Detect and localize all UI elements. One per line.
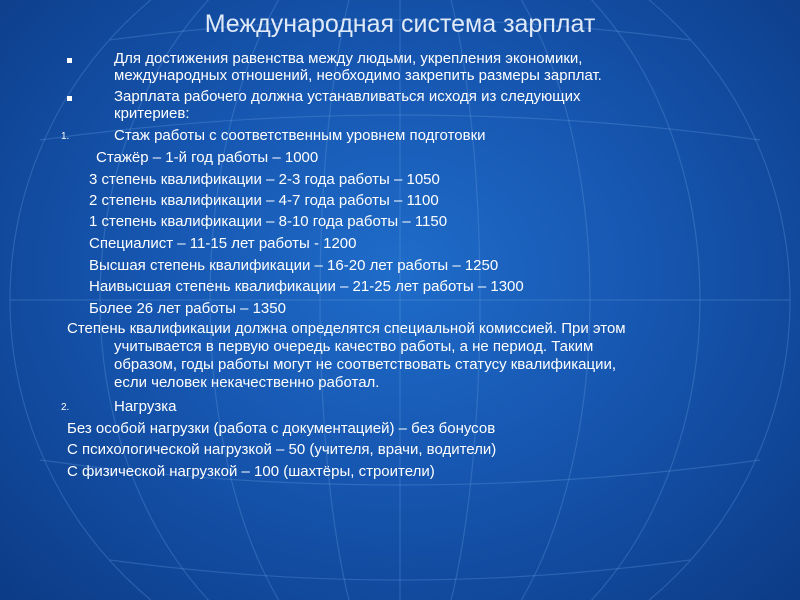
list-item: 1 степень квалификации – 8-10 года работы – 1150: [89, 213, 448, 230]
bullet-1-line-2: международных отношений, необходимо закрепить размеры зарплат.: [114, 67, 602, 84]
list-item: Более 26 лет работы – 1350: [89, 300, 286, 317]
list-item: С физической нагрузкой – 100 (шахтёры, строители): [67, 463, 435, 480]
section-2-heading: Нагрузка: [114, 398, 177, 415]
list-item: Специалист – 11-15 лет работы - 1200: [89, 235, 357, 252]
list-item: 2 степень квалификации – 4-7 года работы – 1100: [89, 192, 439, 209]
note-line-4: если человек некачественно работал.: [114, 374, 380, 391]
note-line-3: образом, годы работы могут не соответствовать статусу квалификации,: [114, 356, 617, 373]
list-item: С психологической нагрузкой – 50 (учителя, врачи, водители): [67, 441, 497, 458]
note-line-1: Степень квалификации должна определятся специальной комиссией. При этом: [67, 320, 626, 337]
bullet-1-line-1: Для достижения равенства между людьми, укрепления экономики,: [114, 50, 583, 67]
list-item: Высшая степень квалификации – 16-20 лет работы – 1250: [89, 257, 499, 274]
section-1-heading: Стаж работы с соответственным уровнем подготовки: [114, 127, 486, 144]
bullet-square-icon: [67, 96, 72, 101]
section-1-number: 1.: [61, 131, 70, 142]
section-2-number: 2.: [61, 402, 70, 413]
bullet-2-line-2: критериев:: [114, 105, 190, 122]
bullet-2-line-1: Зарплата рабочего должна устанавливаться исходя из следующих: [114, 88, 581, 105]
list-item: Наивысшая степень квалификации – 21-25 лет работы – 1300: [89, 278, 524, 295]
list-item: 3 степень квалификации – 2-3 года работы – 1050: [89, 171, 440, 188]
slide-title: Международная система зарплат: [204, 10, 596, 38]
bullet-square-icon: [67, 58, 72, 63]
list-item: Стажёр – 1-й год работы – 1000: [96, 149, 319, 166]
note-line-2: учитывается в первую очередь качество работы, а не период. Таким: [114, 338, 594, 355]
list-item: Без особой нагрузки (работа с документацией) – без бонусов: [67, 420, 496, 437]
